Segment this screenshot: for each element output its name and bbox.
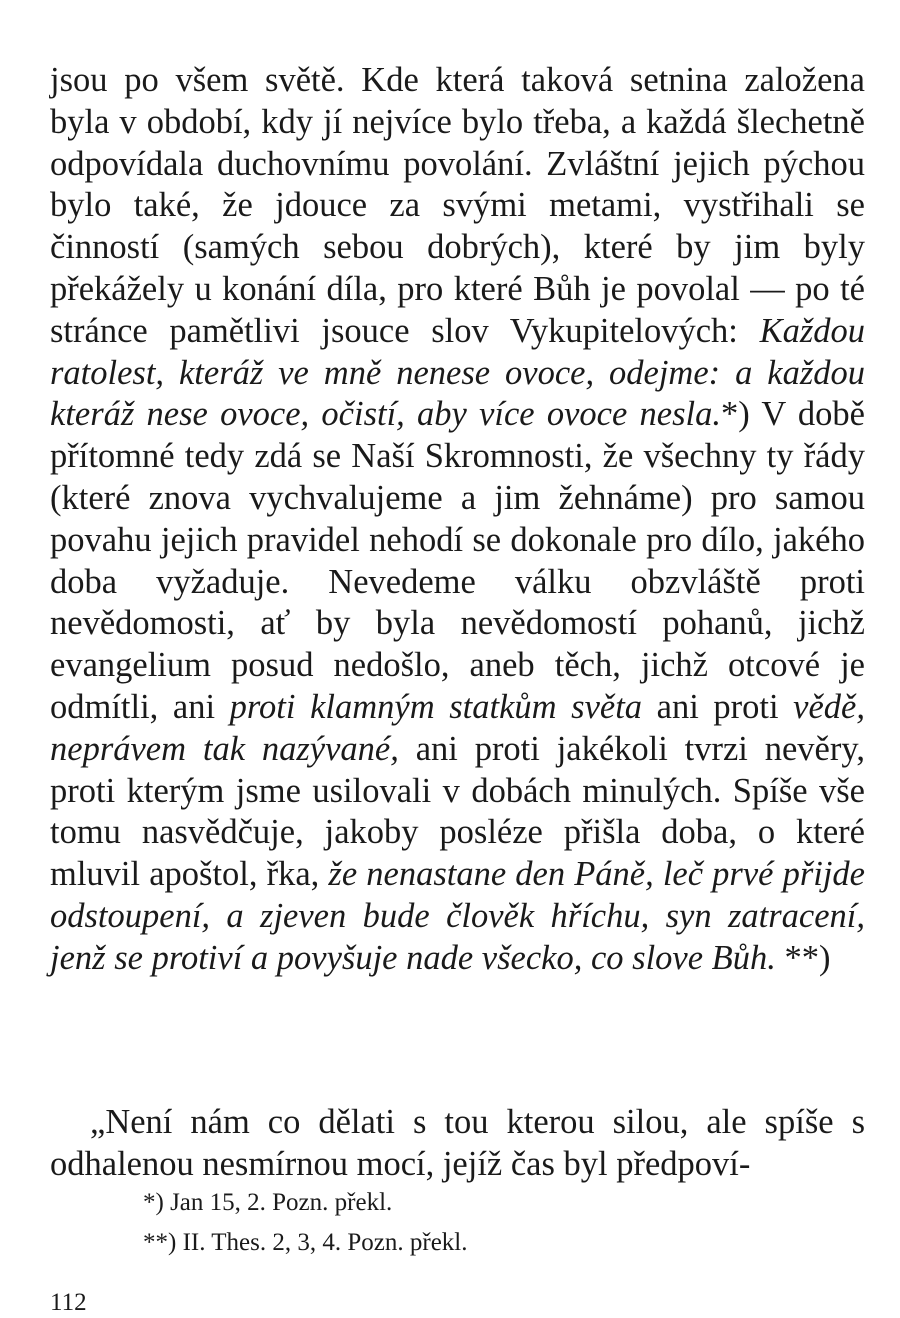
footnote-marker: **) bbox=[775, 938, 831, 977]
body-paragraph bbox=[50, 60, 865, 980]
text-run: *) V době přítomné tedy zdá se Naší Skromnosti, že všechny ty řády (které znova vychvalujeme a jim žehnáme) pro samou povahu jejich pravidel nehodí se dokonale pro dílo, jakého doba vyžaduje. Nevedeme válku obzvláště proti nevědomosti, ať by byla nevědomostí pohanů, jichž evangelium posud nedošlo, aneb těch, jichž otcové je odmítli, ani bbox=[50, 395, 865, 726]
text-run: ani proti jakékoli tvrzi nevěry, proti kterým jsme usilovali v dobách minulých. Spíše vše tomu nasvědčuje, jakoby posléze přišla doba, o které mluvil apoštol, řka, bbox=[50, 729, 865, 894]
scripture-quote: že nenastane den Páně, leč prvé přijde odstoupení, a zjeven bude člověk hříchu, syn zatracení, jenž se protiví a povyšuje nade všecko, co slove Bůh. bbox=[50, 855, 865, 977]
page-number: 112 bbox=[50, 1289, 87, 1316]
scripture-quote: proti klamným statkům světa bbox=[229, 687, 643, 726]
footnote: *) Jan 15, 2. Pozn. překl. bbox=[143, 1189, 393, 1216]
footnote: **) II. Thes. 2, 3, 4. Pozn. překl. bbox=[143, 1229, 468, 1256]
scripture-quote: Každou ratolest, kteráž ve mně nenese ovoce, odejme: a každou kteráž nese ovoce, očistí, aby více ovoce nesla. bbox=[50, 311, 865, 434]
body-paragraph-continued: „Není nám co dělati s tou kterou silou, ale spíše s odhalenou nesmírnou mocí, jejíž čas byl předpoví- bbox=[50, 1103, 865, 1183]
text-run: jsou po všem světě. Kde která taková setnina založena byla v období, kdy jí nejvíce bylo třeba, a každá šlechetně odpovídala duchovnímu povolání. Zvláštní jejich pýchou bylo také, že jdouce za svými metami, vystřihali se činností (samých sebou dobrých), které by jim byly překážely u konání díla, pro které Bůh je povolal — po té stránce pamětlivi jsouce slov Vykupitelových: bbox=[50, 61, 865, 350]
text-run: ani proti bbox=[642, 687, 794, 726]
scripture-quote: vědě, neprávem tak nazývané, bbox=[50, 687, 865, 768]
